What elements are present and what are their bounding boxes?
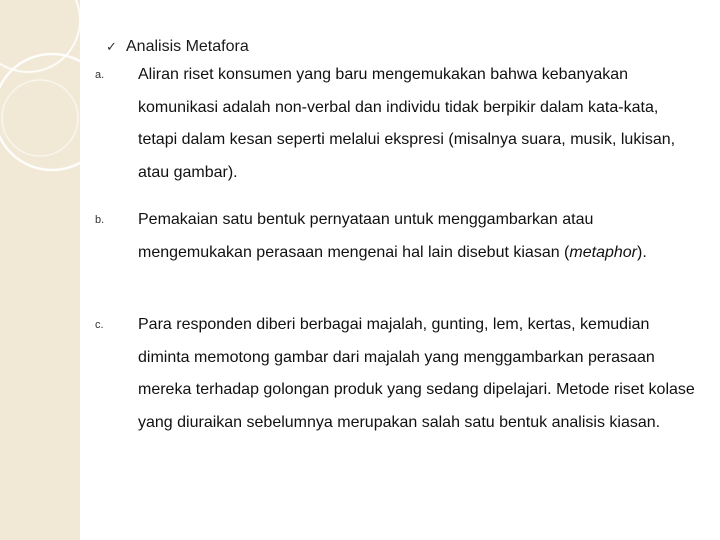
decorative-sidebar (0, 0, 80, 540)
list-item-text: Aliran riset konsumen yang baru mengemukakan bahwa kebanyakan komunikasi adalah non-verbal dan individu tidak berpikir dalam kata-kata, tetapi dalam kesan seperti melalui ekspresi (misalnya suara, musik, lukisan, atau gambar). (138, 66, 676, 181)
italic-term: metaphor (569, 243, 637, 261)
list-item-a (95, 59, 695, 189)
list-item-text: Para responden diberi berbagai majalah, gunting, lem, kertas, kemudian diminta memotong gambar dari majalah yang menggambarkan perasaan mereka terhadap golongan produk yang sedang dipelajari. Metode riset kolase yang diuraikan sebelumnya merupakan salah satu bentuk analisis kiasan. (138, 316, 695, 431)
text-segment: Pemakaian satu bentuk pernyataan untuk menggambarkan atau mengemukakan perasaan mengenai hal lain disebut kiasan ( (138, 211, 594, 261)
slide-heading (106, 37, 249, 57)
list-marker: b. (95, 214, 105, 226)
decorative-circles (0, 0, 80, 540)
list-item-c (95, 309, 695, 439)
list-item-text (138, 204, 695, 269)
list-marker: c. (95, 319, 104, 331)
list-marker: a. (95, 69, 105, 81)
text-segment: ). (636, 243, 647, 261)
heading-text: Analisis Metafora (126, 38, 249, 55)
list-item-b (95, 204, 695, 269)
check-icon: ✓ (106, 39, 117, 54)
